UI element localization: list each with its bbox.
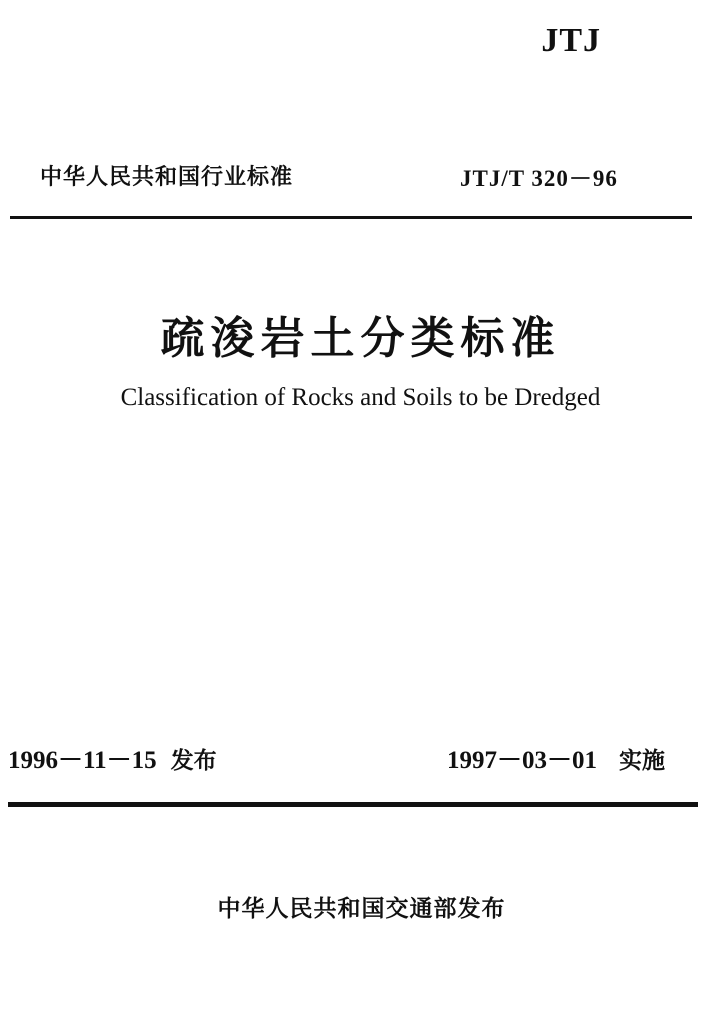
bottom-divider <box>8 802 698 807</box>
implementation-date-block <box>447 740 665 776</box>
top-divider <box>10 216 692 219</box>
implementation-label: 实施 <box>619 748 666 774</box>
industry-standard-label: 中华人民共和国行业标准 <box>40 165 294 190</box>
standard-number: JTJ/T 320－96 <box>460 166 618 191</box>
issue-label: 发布 <box>170 748 217 774</box>
standard-code-mark: JTJ <box>541 22 601 59</box>
issue-date-block <box>8 740 217 776</box>
issue-date: 1996－11－15 <box>8 747 157 774</box>
document-title-english: Classification of Rocks and Soils to be Dredged <box>120 384 601 411</box>
publisher-line: 中华人民共和国交通部发布 <box>217 896 506 922</box>
implementation-date: 1997－03－01 <box>447 747 598 774</box>
document-title-chinese: 疏浚岩土分类标准 <box>160 313 561 364</box>
